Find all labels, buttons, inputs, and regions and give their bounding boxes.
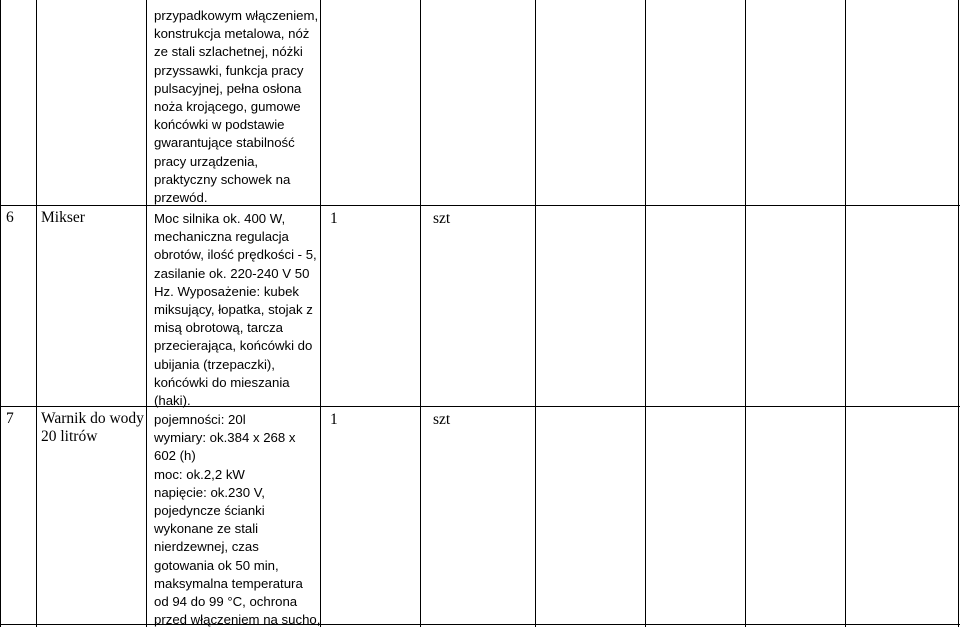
row1-name <box>41 209 85 227</box>
grid-line-v6 <box>535 0 536 627</box>
text-line: misą obrotową, tarcza <box>154 320 283 336</box>
grid-line-v1 <box>0 0 1 627</box>
text-line: (haki). <box>154 393 191 409</box>
text-line: mechaniczna regulacja <box>154 229 289 245</box>
grid-line-v5 <box>420 0 421 627</box>
row1-spec <box>154 210 317 410</box>
text-line: ze stali szlachetnej, nóżki <box>154 44 303 60</box>
text-line: moc: ok.2,2 kW <box>154 466 245 482</box>
text-line: przewód. <box>154 190 208 206</box>
text-line: 20 litrów <box>41 428 98 446</box>
grid-line-v3 <box>146 0 147 627</box>
grid-line-v2 <box>36 0 37 627</box>
text-line: przyssawki, funkcja pracy <box>154 62 304 78</box>
text-line: zasilanie ok. 220-240 V 50 <box>154 265 310 281</box>
grid-line-h2 <box>0 406 960 407</box>
row0-spec <box>154 7 318 207</box>
text-line: miksujący, łopatka, stojak z <box>154 302 313 318</box>
text-line: od 94 do 99 °C, ochrona <box>154 594 298 610</box>
text-line: końcówki w podstawie <box>154 117 285 133</box>
text-line: ubijania (trzepaczki), <box>154 356 275 372</box>
text-line: maksymalna temperatura <box>154 575 303 591</box>
text-line: Hz. Wyposażenie: kubek <box>154 283 300 299</box>
text-line: noża krojącego, gumowe <box>154 99 301 115</box>
grid-line-v8 <box>745 0 746 627</box>
row1-lp: 6 <box>6 209 14 226</box>
text-line: nierdzewnej, czas <box>154 539 259 555</box>
text-line: Moc silnika ok. 400 W, <box>154 211 286 226</box>
text-line: konstrukcja metalowa, nóż <box>154 26 310 42</box>
grid-line-h1 <box>0 205 960 206</box>
row2-lp: 7 <box>6 410 14 427</box>
text-line: pojemności: 20l <box>154 412 246 427</box>
text-line: napięcie: ok.230 V, <box>154 484 265 500</box>
row1-qty: 1 <box>330 210 338 227</box>
grid-line-v9 <box>845 0 846 627</box>
text-line: pracy urządzenia, <box>154 153 259 169</box>
text-line: gotowania ok 50 min, <box>154 557 279 573</box>
text-line: praktyczny schowek na <box>154 171 291 187</box>
text-line: 602 (h) <box>154 448 196 464</box>
text-line: obrotów, ilość prędkości - 5, <box>154 247 317 263</box>
row2-unit: szt <box>433 411 451 428</box>
grid-line-v7 <box>645 0 646 627</box>
grid-line-v10 <box>958 0 959 627</box>
row2-spec <box>154 411 320 627</box>
text-line: przed włączeniem na sucho, <box>154 612 321 627</box>
text-line: pulsacyjnej, pełna osłona <box>154 80 302 96</box>
row1-unit: szt <box>433 210 451 227</box>
row2-name <box>41 410 144 446</box>
grid-line-h3 <box>0 624 960 625</box>
text-line: przecierająca, końcówki do <box>154 338 313 354</box>
text-line: wykonane ze stali <box>154 521 259 537</box>
row2-qty: 1 <box>330 411 338 428</box>
text-line: końcówki do mieszania <box>154 374 290 390</box>
text-line: Warnik do wody <box>41 410 144 427</box>
text-line: pojedyncze ścianki <box>154 503 265 519</box>
text-line: przypadkowym włączeniem, <box>154 8 319 23</box>
text-line: gwarantujące stabilność <box>154 135 295 151</box>
text-line: wymiary: ok.384 x 268 x <box>154 430 296 446</box>
text-line: Mikser <box>41 209 85 226</box>
